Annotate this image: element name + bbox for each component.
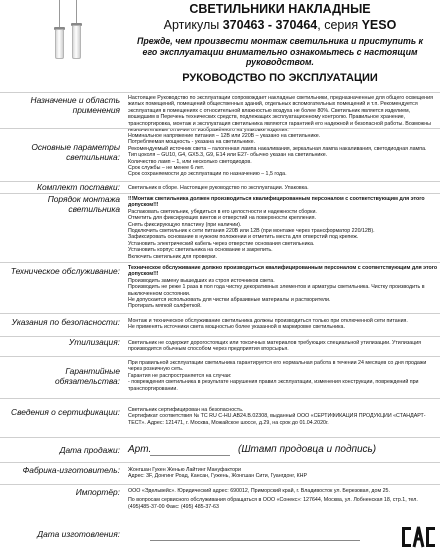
section-importer <box>0 484 440 510</box>
manufacture-date-line <box>150 540 360 541</box>
section-text: Настоящее Руководство по эксплуатации сопровождает накладные светильники, предназначенные для общего освещения жилых помещений, помещений общественных зданий, отдельных вспомогательных помещений и т.п. Рекомендуется эксплуатация в помещениях с относительной влажностью воздуха не более 80%. Светильник является изделием, вошедшим в Перечень технических средств, подлежащих эксплуатационному контролю. Правильное хранение, транспортировка, монтаж и эксплуатация светильника являются гарантией его надежной и безопасной работы. Возможны незначительные отличия от изображённого на упаковке изделия. <box>128 95 433 134</box>
section-label: Дата продажи: <box>59 445 120 455</box>
section-text: Светильник не содержит дорогостоящих или токсичных материалов требующих специальной утилизации. Утилизация производится обычным способом через предприятия вторсырья. <box>128 340 422 353</box>
section-mounting <box>0 193 440 260</box>
section-label: Комплект поставки: <box>37 182 120 192</box>
section-label: Гарантийные обязательства: <box>54 366 120 386</box>
document-title: СВЕТИЛЬНИКИ НАКЛАДНЫЕ <box>189 2 371 16</box>
section-certification <box>0 398 440 426</box>
section-label: Дата изготовления: <box>37 529 120 539</box>
section-kit <box>0 181 440 192</box>
manual-title: РУКОВОДСТВО ПО ЭКСПЛУАТАЦИИ <box>182 71 378 84</box>
stamp-signature-label: (Штамп продовца и подпись) <box>238 444 377 455</box>
section-safety <box>0 313 440 331</box>
section-text: Жонгшан Гукен Женью Лайтинг Мануфактори Адрес: 3F, Донгинг Роад, Кансан, Гужень, Жонгшан Сити, Гуангдонг, КНР <box>128 467 308 480</box>
section-warranty <box>0 356 440 392</box>
articles-line: Артикулы 370463 - 370464, серия YESO <box>163 18 397 32</box>
article-field-label: Арт. <box>128 444 152 455</box>
section-sale-date <box>0 437 440 455</box>
section-label: Назначение и область применения <box>30 95 120 115</box>
section-label: Фабрика-изготовитель: <box>22 465 120 475</box>
section-manufacturer <box>0 462 440 480</box>
section-label: Указания по безопасности: <box>11 317 120 327</box>
section-purpose <box>0 92 440 134</box>
section-text: Номинальное напряжение питания – 12В или 220В – указано на светильнике. Потребляемая мощность - указана на светильнике. Рекомендуемый источник света – галогенная лампа накаливания, зеркальная лампа накаливания, светодиодная лампа. Тип цоколя – GU10, G4, GX5.3, G9, E14 или E27- обычно указан на светильнике. Количество ламп – 1, или несколько светодиодов. Срок службы – не менее 6 лет. Срок сохраняемости до эксплуатации по назначению – 1,5 года. <box>128 133 427 178</box>
section-text: При правильной эксплуатации светильника гарантируется его нормальная работа в течении 24 месяцев со дня продажи через розничную сеть. Гарантия не распространяется на случаи: - повреждения светильника в результате нарушения правил эксплуатации, изменения конструкции, повреждений при транспортировании. <box>128 360 427 392</box>
article-field-line <box>150 455 230 456</box>
section-label: Основные параметры светильника: <box>31 142 120 162</box>
section-text: Монтаж и техническое обслуживание светильника должны производиться только при отключенной сети питания. Не применять источники света мощностью более указанной в маркировке светильника. <box>128 318 408 331</box>
section-label: Порядок монтажа светильника <box>47 194 120 214</box>
section-specs <box>0 128 440 178</box>
section-label: Сведения о сертификации: <box>11 407 120 417</box>
warning-text: Прежде, чем произвести монтаж светильника и приступить к его эксплуатации внимательно ознакомьтесь с настоящим руководством. <box>137 36 423 67</box>
eac-certification-logo <box>402 525 435 547</box>
section-service <box>0 262 440 310</box>
document-header <box>120 1 440 85</box>
section-text: Техническое обслуживание должно производиться квалифицированным персоналом с соответствующим для этого допуском!!! Производить замену вышедших из строя источников света. Производить не реже 1 раза в пол года чистку декоративных элементов и арматуры светильника. Чистку производить в выключенном состоянии. Не допускается использовать для чистки абразивные материалы и растворители. Протирать мягкой салфеткой. <box>128 265 438 310</box>
section-text: Светильник сертифицирован на безопасность. Сертификат соответствия № ТС RU C-HU.AB24.B.02308, выданный ООО «СЕРТИФИКАЦИЯ ПРОДУКЦИИ «СТАНДАРТ-ТЕСТ». Адрес: 121471, г. Москва, Можайское шоссе, д.29, на срок до 01.04.2020г. <box>128 407 426 426</box>
section-text: ООО «Эдельвейс». Юридический адрес: 690012, Приморский край, г. Владивосток ул. Березовая, дом 25. По вопросам сервисного обслуживания обращаться в ООО «Сонекс»: 127644, Москва, ул. Лобненская 18, стр.1, тел. (495)485-37-00 Факс: (495) 485-37-63 <box>128 488 418 510</box>
section-label: Утилизация: <box>68 337 120 347</box>
section-label: Импортёр: <box>75 487 120 497</box>
section-disposal <box>0 336 440 353</box>
section-text: !!!Монтаж светильника должен производиться квалифицированным персоналом с соответствующим для этого допуском!!! Распаковать светильник, убедиться в его целостности и надежности сборки. Отметить для фиксирующих винтов и отверстий на поверхности крепления. Снять фиксирующую пластину (при наличии). Подключить светильник к сети питания 220В или 12В (при монтаже через трансформатор 220/12В). Зафиксировать основание в нужном положении и отметить места для отверстий под крепеж. Установить электрический кабель через отверстие основания светильника. Установить корпус светильника на основание и закрепить. Включить светильник для проверки. <box>128 196 425 260</box>
section-label: Техническое обслуживание: <box>10 266 120 276</box>
section-text: Светильник в сборе. Настоящее руководство по эксплуатации. Упаковка. <box>128 185 309 191</box>
